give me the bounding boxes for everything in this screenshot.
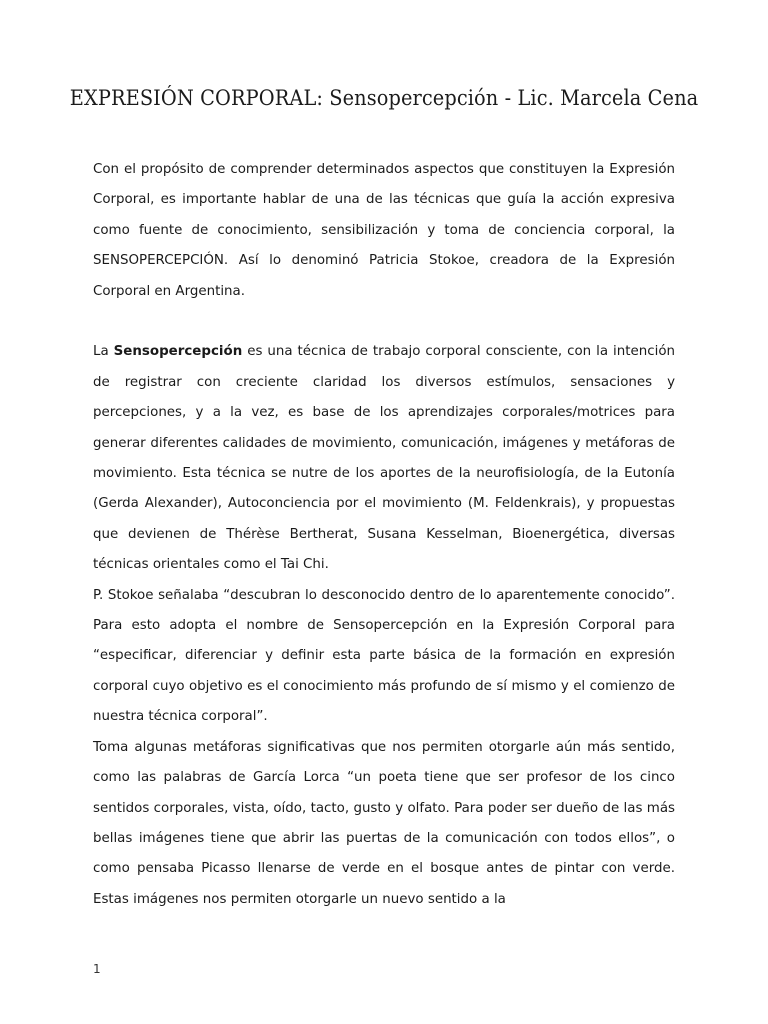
paragraph-2-rest: es una técnica de trabajo corporal consciente, con la intención de registrar con creciente claridad los diversos estímulos, sensaciones y percepciones, y a la vez, es base de los aprendizajes corporales/motrices para generar diferentes calidades de movimiento, comunicación, imágenes y metáforas de movimiento. Esta técnica se nutre de los aportes de la neurofisiología, de la Eutonía (Gerda Alexander), Autoconciencia por el movimiento (M. Feldenkrais), y propuestas que devienen de Thérèse Bertherat, Susana Kesselman, Bioenergética, diversas técnicas orientales como el Tai Chi. [93,344,675,573]
paragraph-1: Con el propósito de comprender determinados aspectos que constituyen la Expresión Corporal, es importante hablar de una de las técnicas que guía la acción expresiva como fuente de conocimiento, sensibilización y toma de conciencia corporal, la SENSOPERCEPCIÓN. Así lo denominó Patricia Stokoe, creadora de la Expresión Corporal en Argentina. [93,162,675,299]
document-body [93,155,675,915]
paragraph-4: Toma algunas metáforas significativas que nos permiten otorgarle aún más sentido, como las palabras de García Lorca “un poeta tiene que ser profesor de los cinco sentidos corporales, vista, oído, tacto, gusto y olfato. Para poder ser dueño de las más bellas imágenes tiene que abrir las puertas de la comunicación con todos ellos”, o como pensaba Picasso llenarse de verde en el bosque antes de pintar con verde. Estas imágenes nos permiten otorgarle un nuevo sentido a la [93,739,675,907]
paragraph-3: P. Stokoe señalaba “descubran lo desconocido dentro de lo aparentemente conocido”. Para esto adopta el nombre de Sensopercepción en la Expresión Corporal para “especificar, diferenciar y definir esta parte básica de la formación en expresión corporal cuyo objetivo es el conocimiento más profundo de sí mismo y el comienzo de nuestra técnica corporal”. [93,587,675,725]
paragraph-2 [93,337,675,580]
term-sensopercepcion: Sensopercepción [113,344,243,360]
page-number: 1 [93,962,101,976]
document-title: EXPRESIÓN CORPORAL: Sensopercepción - Lic. Marcela Cena [69,86,699,111]
paragraph-2-lead: La [93,344,114,360]
